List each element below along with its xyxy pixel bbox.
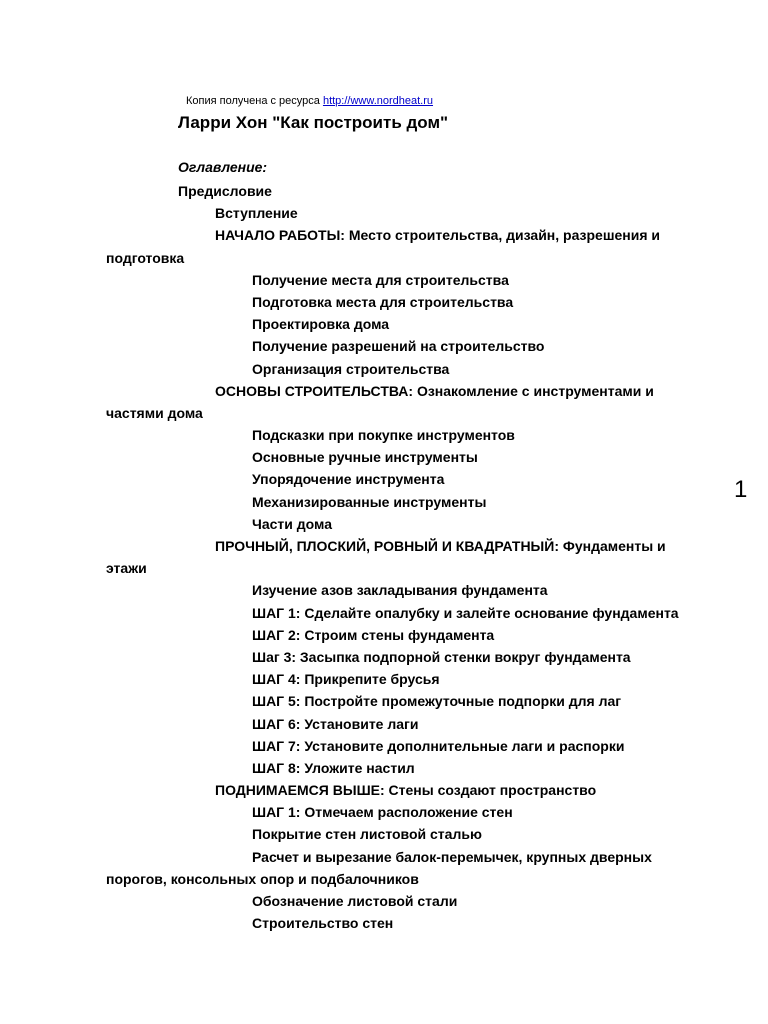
toc-entry: ШАГ 1: Сделайте опалубку и залейте основание фундамента [252,604,679,621]
toc-entry: частями дома [106,404,203,421]
toc-entry: Строительство стен [252,915,394,932]
toc-entry: Получение места для строительства [252,271,509,288]
toc-entry: ШАГ 2: Строим стены фундамента [252,626,495,643]
toc-entry: Изучение азов закладывания фундамента [252,582,548,599]
toc-entry: ШАГ 4: Прикрепите брусья [252,671,440,688]
page-number: 1 [734,476,748,503]
toc-entry: ШАГ 8: Уложите настил [252,759,415,776]
table-of-contents [106,180,726,934]
source-prefix: Копия получена с ресурса [186,95,323,107]
toc-entry: Подготовка места для строительства [252,293,514,310]
toc-entry: ШАГ 1: Отмечаем расположение стен [252,804,513,821]
toc-entry: порогов, консольных опор и подбалочников [106,870,419,887]
toc-entry: НАЧАЛО РАБОТЫ: Место строительства, дизайн, разрешения и [215,227,661,244]
toc-entry: Проектировка дома [252,316,390,333]
source-link[interactable]: http://www.nordheat.ru [322,95,434,107]
toc-entry: Покрытие стен листовой сталью [252,826,482,843]
document-title: Ларри Хон "Как построить дом" [178,113,449,132]
toc-entry: Предисловие [178,183,272,199]
toc-entry: ШАГ 7: Установите дополнительные лаги и распорки [252,737,625,754]
toc-entry: Упорядочение инструмента [252,471,445,488]
toc-entry: Основные ручные инструменты [252,449,478,466]
toc-entry: Механизированные инструменты [252,493,487,510]
toc-entry: Подсказки при покупке инструментов [252,427,515,444]
toc-entry: подготовка [106,249,185,266]
toc-entry: Расчет и вырезание балок-перемычек, крупных дверных [252,848,652,865]
toc-entry: Вступление [215,205,298,222]
source-note [186,95,433,107]
toc-entry: Части дома [252,515,332,532]
toc-entry: Шаг 3: Засыпка подпорной стенки вокруг фундамента [252,648,631,665]
toc-entry: этажи [106,560,147,577]
toc-entry: Организация строительства [252,360,450,377]
toc-entry: ПРОЧНЫЙ, ПЛОСКИЙ, РОВНЫЙ И КВАДРАТНЫЙ: Фундаменты и [215,538,666,554]
toc-entry: Получение разрешений на строительство [252,338,545,355]
toc-entry: ПОДНИМАЕМСЯ ВЫШЕ: Стены создают пространство [215,782,597,799]
toc-entry: ОСНОВЫ СТРОИТЕЛЬСТВА: Ознакомление с инструментами и [215,382,654,399]
toc-entry: ШАГ 6: Установите лаги [252,715,419,732]
toc-entry: Обозначение листовой стали [252,893,458,909]
toc-entry: ШАГ 5: Постройте промежуточные подпорки для лаг [252,693,622,710]
toc-heading: Оглавление: [178,159,268,175]
